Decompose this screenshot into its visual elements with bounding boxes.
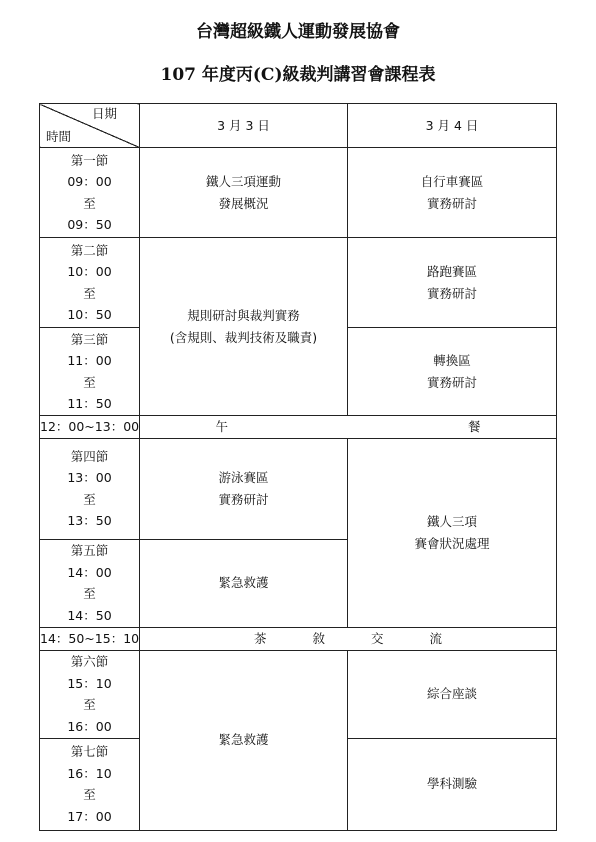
slot-to: 至 [83,195,96,211]
day1-session-2-3 [140,238,348,416]
tea-char: 流 [429,630,443,646]
time-slot-4 [40,439,140,539]
schedule-table [39,103,557,831]
time-slot-7 [40,738,140,830]
tea-char: 敘 [312,630,325,646]
slot-start: 09：00 [67,174,112,190]
day2-session-2 [348,238,557,328]
table-row [40,650,557,738]
day2-session-7 [348,738,557,830]
slot-to: 至 [83,374,96,390]
slot-name: 第六節 [70,654,109,670]
lunch-char: 午 [215,419,228,435]
slot-to: 至 [83,586,96,602]
session-line: 鐵人三項運動 [205,173,281,189]
tea-break-time: 14：50~15：10 [40,627,140,650]
slot-name: 第三節 [70,331,109,347]
slot-end: 10：50 [67,307,112,323]
organization-name: 台灣超級鐵人運動發展協會 [196,22,400,42]
time-slot-2 [40,238,140,328]
slot-end: 16：00 [67,718,112,734]
slot-start: 15：10 [67,675,112,691]
day1-header: 3 月 3 日 [140,104,348,148]
slot-name: 第四節 [70,448,109,464]
corner-date-label: 日期 [91,106,117,121]
slot-name: 第五節 [70,543,109,559]
lunch-char: 餐 [468,419,481,435]
slot-name: 第一節 [70,152,109,168]
slot-start: 10：00 [67,264,112,280]
day2-session-3 [348,328,557,416]
session-line: 綜合座談 [426,686,477,702]
lunch-label [140,416,557,439]
session-line: 自行車賽區 [420,173,484,189]
day1-session-1 [140,148,348,238]
slot-name: 第二節 [70,242,109,258]
slot-start: 16：10 [67,765,112,781]
day1-session-4 [140,439,348,539]
day2-session-6 [348,650,557,738]
day2-session-1 [348,148,557,238]
session-line: (含規則、裁判技術及職責) [169,329,318,345]
lunch-row [40,416,557,439]
day1-session-5 [140,539,348,627]
slot-to: 至 [83,787,96,803]
slot-to: 至 [83,697,96,713]
tea-char: 交 [371,630,384,646]
session-line: 路跑賽區 [426,263,477,279]
tea-break-label [140,627,557,650]
slot-start: 14：00 [67,564,112,580]
session-line: 實務研討 [426,195,477,211]
slot-end: 11：50 [67,396,112,412]
slot-end: 13：50 [67,513,112,529]
day1-session-6-7 [140,650,348,830]
slot-start: 13：00 [67,470,112,486]
session-line: 鐵人三項 [426,514,477,530]
day2-header: 3 月 4 日 [348,104,557,148]
session-line: 實務研討 [218,491,269,507]
time-slot-5 [40,539,140,627]
session-line: 學科測驗 [426,776,477,792]
slot-end: 17：00 [67,808,112,824]
lunch-time: 12：00~13：00 [40,416,140,439]
table-row [40,238,557,328]
time-slot-3 [40,328,140,416]
session-line: 實務研討 [426,285,477,301]
tea-break-row [40,627,557,650]
slot-name: 第七節 [70,744,109,760]
table-row [40,439,557,539]
page-title: 107 年度丙(C)級裁判講習會課程表 [160,65,436,85]
slot-end: 09：50 [67,217,112,233]
table-row [40,148,557,238]
session-line: 轉換區 [433,352,471,368]
slot-to: 至 [83,491,96,507]
slot-to: 至 [83,285,96,301]
session-line: 緊急救護 [218,732,269,748]
session-line: 規則研討與裁判實務 [187,307,300,323]
session-line: 賽會狀況處理 [414,536,490,552]
corner-time-label: 時間 [46,129,72,145]
session-line: 發展概況 [218,195,269,211]
session-line: 游泳賽區 [218,469,269,485]
time-slot-6 [40,650,140,738]
slot-end: 14：50 [67,607,112,623]
time-slot-1 [40,148,140,238]
session-line: 實務研討 [426,374,477,390]
day2-session-4-5 [348,439,557,627]
session-line: 緊急救護 [218,575,269,591]
corner-cell [40,104,140,148]
tea-char: 茶 [253,630,267,646]
header-row [40,104,557,148]
slot-start: 11：00 [67,353,112,369]
